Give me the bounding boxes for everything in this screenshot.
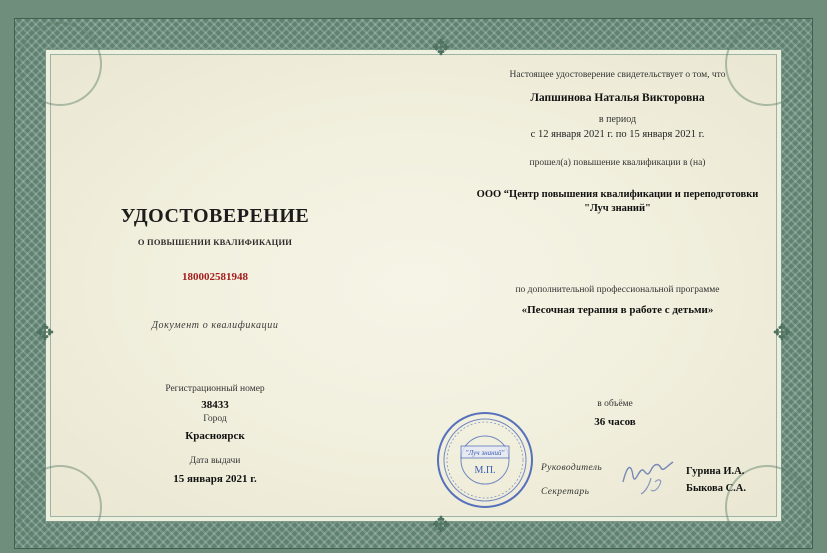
official-stamp (435, 410, 535, 510)
corner-ornament (18, 22, 102, 106)
serial-number: 180002581948 (182, 271, 248, 283)
certificate-subtitle: О ПОВЫШЕНИИ КВАЛИФИКАЦИИ (137, 237, 293, 247)
registration-label: Регистрационный номер (165, 384, 265, 394)
stamp-center-text: "Луч знаний" (465, 449, 505, 457)
period-label: в период (598, 114, 637, 125)
issue-date-label: Дата выдачи (189, 456, 241, 466)
city-value: Красноярск (185, 430, 245, 442)
city-label: Город (203, 414, 227, 424)
passed-text: прошел(а) повышение квалификации в (на) (529, 158, 706, 168)
signature-mark (615, 448, 685, 500)
program-title: «Песочная терапия в работе с детьми» (521, 304, 714, 316)
registration-number: 38433 (201, 399, 229, 411)
intro-text: Настоящее удостоверение свидетельствует о том, что (509, 70, 726, 80)
side-ornament-icon: ✥ (35, 320, 55, 345)
document-type: Документ о квалификации (151, 320, 279, 331)
issue-date: 15 января 2021 г. (173, 473, 257, 485)
period-dates: с 12 января 2021 г. по 15 января 2021 г. (530, 129, 705, 140)
volume-label: в объёме (597, 399, 633, 409)
head-name: Гурина И.А. (686, 466, 745, 477)
organization-line-1: ООО “Центр повышения квалификации и переподготовки (476, 189, 759, 200)
program-label: по дополнительной профессиональной программе (515, 285, 720, 295)
secretary-name: Быкова С.А. (686, 483, 747, 494)
top-ornament-icon: ✥ (431, 35, 451, 60)
role-secretary-label: Секретарь (541, 487, 590, 497)
corner-ornament (18, 465, 102, 549)
volume-hours: 36 часов (594, 416, 636, 428)
corner-ornament (725, 465, 809, 549)
stamp-mp: М.П. (474, 465, 496, 476)
side-ornament-icon: ✥ (772, 320, 792, 345)
bottom-ornament-icon: ✥ (431, 512, 451, 537)
holder-name: Лапшинова Наталья Викторовна (530, 92, 705, 104)
role-head-label: Руководитель (541, 463, 603, 473)
organization-line-2: "Луч знаний" (584, 203, 651, 214)
certificate-title: УДОСТОВЕРЕНИЕ (120, 205, 310, 227)
